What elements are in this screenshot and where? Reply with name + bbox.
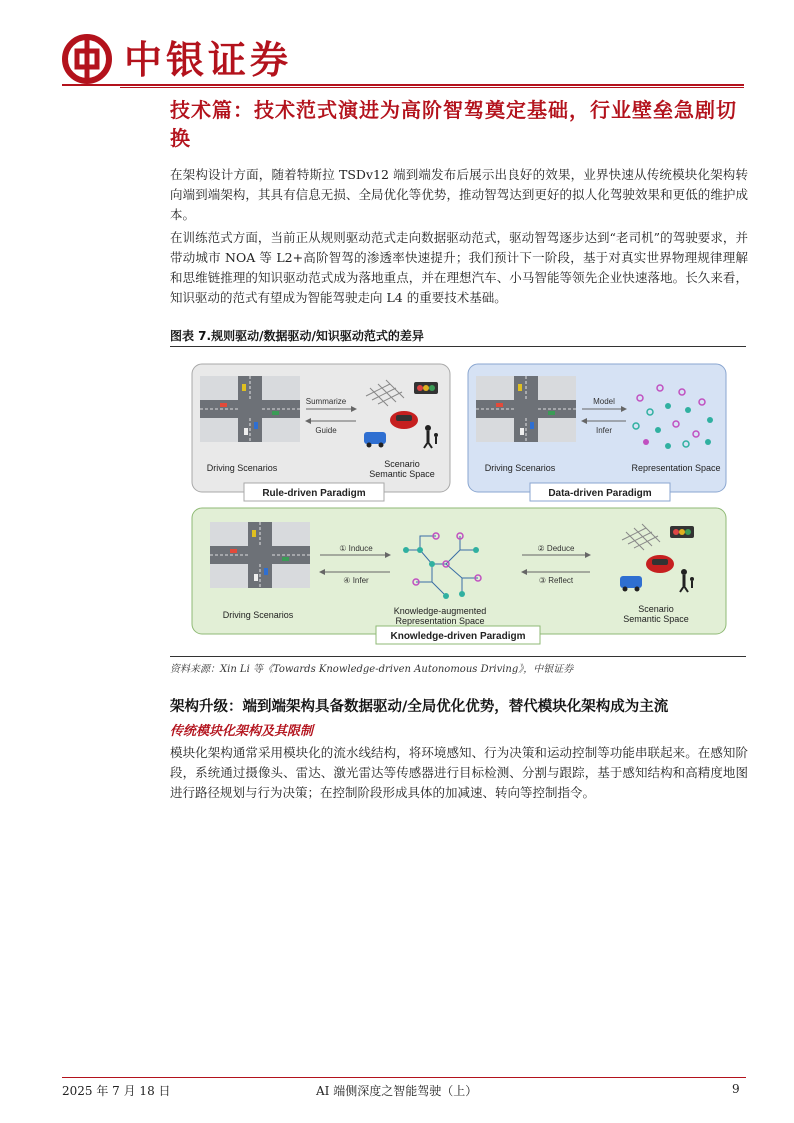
knowledge-driven-panel [192,508,726,644]
footer-page-number: 9 [732,1082,740,1096]
knowledge-left-caption: Driving Scenarios [222,610,294,620]
rule-arrow-summarize: Summarize [305,397,347,406]
brand-name: 中银证券 [124,38,293,82]
subheading: 架构升级：端到端架构具备数据驱动/全局优化优势，替代模块化架构成为主流 [170,699,669,715]
data-paradigm-label: Data-driven Paradigm [548,488,652,499]
paragraph-architecture: 在架构设计方面，随着特斯拉 TSDv12 端到端发布后展示出良好的效果，业界快速从传统模块化架构转向端到端架构，其具有信息无损、全局优化等优势，推动智驾达到更好的拟人化驾驶效果和更低的维护成本。 [170,167,748,222]
data-arrow-model: Model [593,397,615,406]
figure-rule-bottom [170,656,746,657]
rule-paradigm-label: Rule-driven Paradigm [262,488,366,499]
data-left-caption: Driving Scenarios [484,463,556,473]
data-right-caption: Representation Space [631,463,721,473]
knowledge-driving-scenarios-image [210,522,310,588]
section-title: 技术篇：技术范式演进为高阶智驾奠定基础，行业壁垒急剧切换 [170,98,737,150]
knowledge-arrow-induce: ① Induce [339,544,373,553]
figure-rule-top [170,346,746,347]
rule-right-caption-1: Scenario [384,459,420,469]
rule-driven-panel [192,364,450,501]
knowledge-right-caption-1: Scenario [638,604,674,614]
knowledge-center-caption-1: Knowledge-augmented [393,606,487,616]
rule-right-caption-2: Semantic Space [369,469,435,479]
data-arrow-infer: Infer [595,426,613,435]
knowledge-arrow-deduce: ② Deduce [537,544,575,553]
knowledge-center-caption-2: Representation Space [395,616,485,626]
rule-arrow-guide: Guide [315,426,337,435]
paragraph-training: 在训练范式方面，当前正从规则驱动范式走向数据驱动范式，驱动智驾逐步达到“老司机”的驾驶要求，并带动城市 NOA 等 L2+高阶智驾的渗透率快速提升；我们预计下一阶段，基于对真实世界物理规律理解和思维链推理的知识驱动范式成为落地重点，并在理想汽车、小马智能等领先企业快速落地。长久来看，知识驱动的范式有望成为智能驾驶走向 L4 的重要技术基础。 [170,230,748,305]
figure-title: 图表 7.规则驱动/数据驱动/知识驱动范式的差异 [170,329,424,343]
footer-title: AI 端侧深度之智能驾驶（上） [316,1084,478,1098]
paradigm-diagram [170,350,746,654]
header-rule-thin [120,87,744,88]
rule-left-caption: Driving Scenarios [206,463,278,473]
figure-source: 资料来源：Xin Li 等《Towards Knowledge-driven Autonomous Driving》，中银证券 [170,664,574,675]
rule-driving-scenarios-image [200,376,300,442]
knowledge-paradigm-label: Knowledge-driven Paradigm [390,631,526,642]
knowledge-right-caption-2: Semantic Space [623,614,689,624]
knowledge-arrow-reflect: ③ Reflect [538,576,574,585]
footer-date: 2025 年 7 月 18 日 [62,1084,171,1098]
bank-of-china-coin-icon [62,34,112,84]
header-rule [62,84,744,86]
paragraph-modular: 模块化架构通常采用模块化的流水线结构，将环境感知、行为决策和运动控制等功能串联起来。在感知阶段，系统通过摄像头、雷达、激光雷达等传感器进行目标检测、分割与跟踪，基于感知结构和高精度地图进行路径规划与行为决策；在控制阶段形成具体的加减速、转向等控制指令。 [170,745,748,800]
data-driving-scenarios-image [476,376,576,442]
subsubheading: 传统模块化架构及其限制 [170,724,314,739]
knowledge-arrow-infer: ④ Infer [343,576,369,585]
data-driven-panel [468,364,726,501]
footer-rule [62,1077,746,1078]
